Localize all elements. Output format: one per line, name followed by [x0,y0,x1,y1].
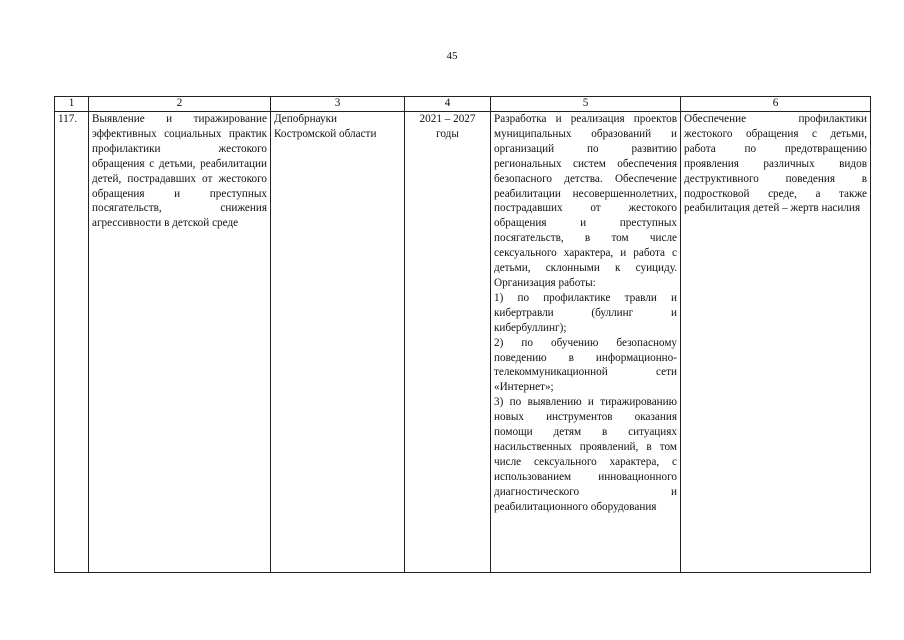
header-cell-2: 2 [89,97,271,112]
header-cell-5: 5 [491,97,681,112]
header-cell-4: 4 [405,97,491,112]
result-cell: Обеспечение профилактики жестокого обращения с детьми, работа по предотвращению проявления различных видов деструктивного поведения в подростковой среде, а также реабилитация детей – жертв насилия [681,112,871,573]
content-item-3: 3) по выявлению и тиражированию новых инструментов оказания помощи детям в ситуациях насильственных проявлений, в том числе сексуального характера, с использованием инновационного диагностического и реабилитационного оборудования [494,396,677,513]
content-intro: Разработка и реализация проектов муниципальных образований и организаций по развитию региональных систем обеспечения безопасного детства. Обеспечение реабилитации несовершеннолетних, пострадавших от жестокого обращения и преступных посягательств, в том числе сексуального характера, и работа с детьми, склонными к суициду. Организация работы: [494,113,677,289]
measure-cell: Выявление и тиражирование эффективных социальных практик профилактики жестокого обращения с детьми, реабилитации детей, пострадавших от жестокого обращения и преступных посягательств, снижения агрессивности в детской среде [89,112,271,573]
table-header-row [55,97,871,112]
content-item-1: 1) по профилактике травли и кибертравли (буллинг и кибербуллинг); [494,291,677,334]
header-cell-1: 1 [55,97,89,112]
executor-cell: Депобрнауки Костромской области [271,112,405,573]
content-cell [491,112,681,573]
content-item-2: 2) по обучению безопасному поведению в информационно-телекоммуникационной сети «Интернет»; [494,336,677,394]
header-cell-6: 6 [681,97,871,112]
period-cell: 2021 – 2027 годы [405,112,491,573]
measures-table [54,96,871,573]
row-number-cell: 117. [55,112,89,573]
header-cell-3: 3 [271,97,405,112]
page-number: 45 [446,50,458,62]
table-row [55,112,871,573]
